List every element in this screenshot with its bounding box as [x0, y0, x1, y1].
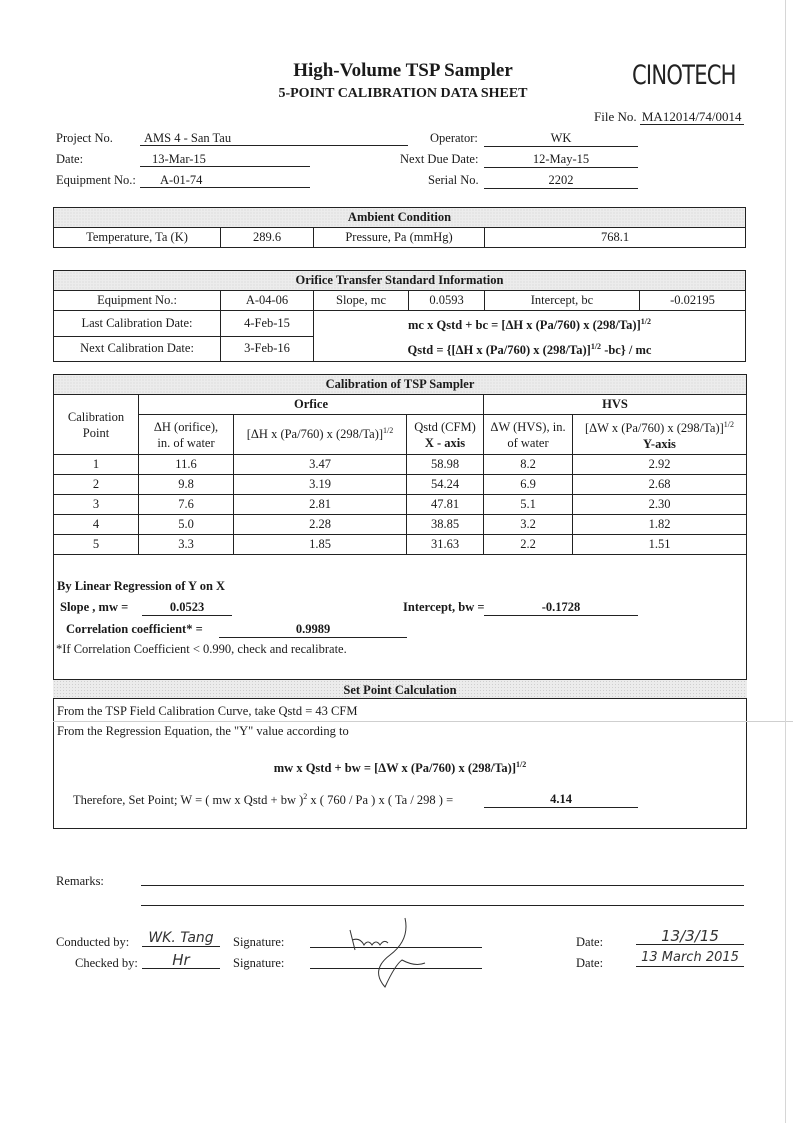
cell-y: 2.92: [573, 455, 747, 475]
signature-scribble: [330, 915, 450, 993]
cell-point: 3: [54, 495, 139, 515]
conducted-by-value: WK. Tang: [142, 930, 220, 947]
temperature-label: Temperature, Ta (K): [54, 228, 221, 248]
cell-qstd: 58.98: [407, 455, 484, 475]
cell-qstd: 47.81: [407, 495, 484, 515]
file-number-label: File No.: [594, 109, 637, 124]
temperature-value: 289.6: [221, 228, 314, 248]
cell-qstd: 54.24: [407, 475, 484, 495]
operator-field: WK: [484, 130, 638, 147]
cell-point: 5: [54, 535, 139, 555]
company-logo: CINOTECH: [632, 60, 736, 91]
orifice-table: [53, 270, 746, 362]
cell-dh-corr: 2.81: [234, 495, 407, 515]
orifice-formulas: [314, 311, 746, 362]
calibration-row: [54, 515, 747, 535]
checked-by-label: Checked by:: [75, 956, 138, 970]
orifice-heading: Orifice Transfer Standard Information: [54, 271, 746, 291]
regression-slope-label: Slope , mw =: [60, 600, 129, 614]
orifice-slope-label: Slope, mc: [314, 291, 409, 311]
cell-dw: 8.2: [484, 455, 573, 475]
cell-y: 1.51: [573, 535, 747, 555]
ambient-heading: Ambient Condition: [54, 208, 746, 228]
calibration-row: [54, 475, 747, 495]
pressure-label: Pressure, Pa (mmHg): [314, 228, 485, 248]
project-field: AMS 4 - San Tau: [140, 130, 408, 146]
calibration-table: [53, 374, 747, 555]
cell-dh: 3.3: [139, 535, 234, 555]
cell-qstd: 38.85: [407, 515, 484, 535]
orifice-intercept-label: Intercept, bc: [485, 291, 640, 311]
setpoint-heading: Set Point Calculation: [53, 679, 747, 699]
orifice-equipment-label: Equipment No.:: [54, 291, 221, 311]
cell-point: 4: [54, 515, 139, 535]
document-title: High-Volume TSP Sampler: [293, 60, 513, 81]
orifice-equipment-value: A-04-06: [221, 291, 314, 311]
cell-point: 2: [54, 475, 139, 495]
setpoint-equation: mw x Qstd + bw = [ΔW x (Pa/760) x (298/Ta)]$^{1/2}$: [273, 760, 527, 776]
regression-heading: By Linear Regression of Y on X: [57, 579, 226, 593]
calibration-row: [54, 535, 747, 555]
orifice-formula-2: Qstd = {[ΔH x (Pa/760) x (298/Ta)]$^{1/2}$ -bc} / mc: [407, 342, 652, 358]
regression-intercept-value: -0.1728: [484, 599, 638, 616]
date-label: Date:: [56, 152, 84, 166]
remarks-line-1: [141, 885, 744, 886]
cell-y: 2.30: [573, 495, 747, 515]
equipment-field: A-01-74: [140, 172, 310, 188]
col-dh-header: ΔH (orifice), in. of water: [139, 415, 234, 455]
signature-label-2: Signature:: [233, 956, 285, 970]
checked-by-value: Hr: [142, 952, 220, 969]
orifice-formula-1: mc x Qstd + bc = [ΔH x (Pa/760) x (298/Ta)]$^{1/2}$: [408, 317, 651, 333]
scan-edge: [785, 0, 786, 1123]
cell-dh-corr: 2.28: [234, 515, 407, 535]
date-field: 13-Mar-15: [140, 151, 310, 167]
col-dh-corrected-header: [ΔH x (Pa/760) x (298/Ta)]$^{1/2}$: [234, 415, 407, 455]
setpoint-value: 4.14: [484, 791, 638, 808]
conducted-by-label: Conducted by:: [56, 935, 130, 949]
operator-label: Operator:: [430, 131, 478, 145]
cell-dh: 9.8: [139, 475, 234, 495]
divider: [53, 721, 793, 722]
col-dw-header: ΔW (HVS), in. of water: [484, 415, 573, 455]
date-label-1: Date:: [576, 935, 604, 949]
last-calibration-value: 4-Feb-15: [221, 311, 314, 337]
setpoint-line-2: From the Regression Equation, the "Y" value according to: [57, 724, 349, 738]
orifice-slope-value: 0.0593: [409, 291, 485, 311]
col-y-header: [ΔW x (Pa/760) x (298/Ta)]$^{1/2}$ Y-axis: [573, 415, 747, 455]
next-calibration-label: Next Calibration Date:: [54, 336, 221, 362]
cell-dw: 2.2: [484, 535, 573, 555]
calibration-point-header: Calibration Point: [54, 395, 139, 455]
date-label-2: Date:: [576, 956, 604, 970]
cell-dh-corr: 3.19: [234, 475, 407, 495]
hvs-group-header: HVS: [484, 395, 747, 415]
next-due-field: 12-May-15: [484, 151, 638, 168]
calibration-row: [54, 495, 747, 515]
calibration-heading: Calibration of TSP Sampler: [54, 375, 747, 395]
cell-dh: 11.6: [139, 455, 234, 475]
file-number: [594, 109, 744, 125]
signature-stroke-2: [379, 918, 425, 987]
project-label: Project No.: [56, 131, 113, 145]
regression-intercept-label: Intercept, bw =: [403, 600, 485, 614]
equipment-label: Equipment No.:: [56, 173, 136, 187]
serial-field: 2202: [484, 172, 638, 189]
calibration-row: [54, 455, 747, 475]
regression-slope-value: 0.0523: [142, 599, 232, 616]
cell-dw: 6.9: [484, 475, 573, 495]
cell-y: 2.68: [573, 475, 747, 495]
cell-dh: 5.0: [139, 515, 234, 535]
setpoint-line-1: From the TSP Field Calibration Curve, take Qstd = 43 CFM: [57, 704, 358, 718]
signature-label-1: Signature:: [233, 935, 285, 949]
remarks-line-2: [141, 905, 744, 906]
correlation-label: Correlation coefficient* =: [66, 622, 203, 636]
cell-qstd: 31.63: [407, 535, 484, 555]
setpoint-therefore: Therefore, Set Point; W = ( mw x Qstd + bw )$^2$ x ( 760 / Pa ) x ( Ta / 298 ) =: [73, 792, 454, 808]
correlation-value: 0.9989: [219, 621, 407, 638]
last-calibration-label: Last Calibration Date:: [54, 311, 221, 337]
cell-y: 1.82: [573, 515, 747, 535]
cell-dh-corr: 1.85: [234, 535, 407, 555]
serial-label: Serial No.: [428, 173, 479, 187]
cell-dw: 5.1: [484, 495, 573, 515]
file-number-value: MA12014/74/0014: [641, 109, 742, 124]
orifice-intercept-value: -0.02195: [640, 291, 746, 311]
remarks-label: Remarks:: [56, 874, 104, 888]
ambient-table: [53, 207, 746, 248]
cell-dw: 3.2: [484, 515, 573, 535]
next-calibration-value: 3-Feb-16: [221, 336, 314, 362]
document-subtitle: 5-POINT CALIBRATION DATA SHEET: [278, 86, 528, 101]
col-qstd-header: Qstd (CFM) X - axis: [407, 415, 484, 455]
cell-dh: 7.6: [139, 495, 234, 515]
cell-dh-corr: 3.47: [234, 455, 407, 475]
correlation-note: *If Correlation Coefficient < 0.990, check and recalibrate.: [56, 642, 347, 656]
cell-point: 1: [54, 455, 139, 475]
orifice-group-header: Orfice: [139, 395, 484, 415]
next-due-label: Next Due Date:: [400, 152, 479, 166]
signature-stroke-1: [350, 930, 388, 950]
checked-date-value: 13 March 2015: [636, 950, 744, 967]
pressure-value: 768.1: [485, 228, 746, 248]
conducted-date-value: 13/3/15: [636, 928, 744, 945]
